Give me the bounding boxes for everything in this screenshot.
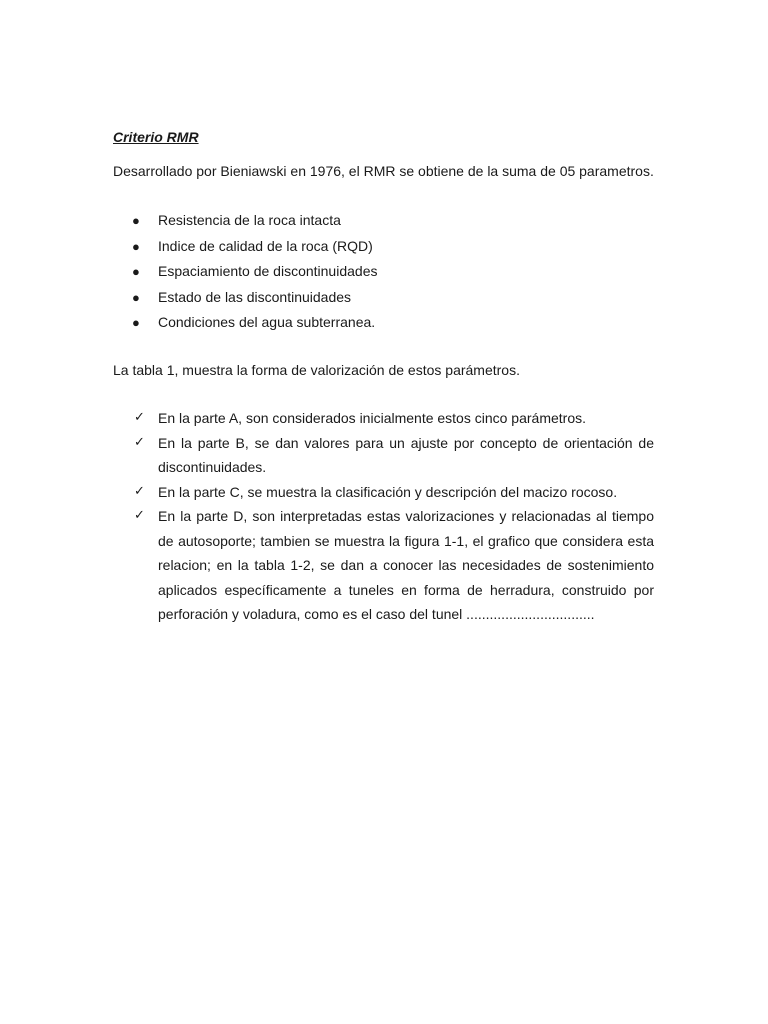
checklist-item — [113, 480, 654, 505]
bullet-dot-icon: ● — [132, 315, 140, 330]
list-item — [113, 285, 654, 311]
checkmark-icon: ✓ — [134, 508, 145, 523]
list-item — [113, 259, 654, 285]
checklist-item-text: En la parte D, son interpretadas estas valorizaciones y relacionadas al tiempo de autosoporte; tambien se muestra la figura 1-1, el grafico que considera esta relacion; en la tabla 1-2, se dan a conocer las necesidades de sostenimiento aplicados específicamente a tuneles en forma de herradura, construido por perforación y voladura, como es el caso del tunel ................................. — [158, 508, 654, 622]
checkmark-icon: ✓ — [134, 410, 145, 425]
list-item-text: Resistencia de la roca intacta — [158, 212, 341, 228]
section-heading: Criterio RMR — [113, 129, 199, 145]
checklist-item — [113, 504, 654, 627]
list-item-text: Condiciones del agua subterranea. — [158, 314, 376, 330]
bullet-dot-icon: ● — [132, 213, 140, 228]
checkmark-icon: ✓ — [134, 483, 145, 499]
list-item-text: Indice de calidad de la roca (RQD) — [158, 237, 373, 254]
bullet-dot-icon: ● — [132, 289, 140, 305]
bullet-dot-icon: ● — [132, 264, 140, 279]
list-item-text: Espaciamiento de discontinuidades — [158, 263, 378, 279]
checklist-item-text: En la parte B, se dan valores para un ajuste por concepto de orientación de discontinuidades. — [158, 434, 654, 475]
checklist-item — [113, 431, 654, 480]
bullet-dot-icon: ● — [132, 238, 140, 254]
intro-paragraph: Desarrollado por Bieniawski en 1976, el RMR se obtiene de la suma de 05 parametros. — [113, 162, 654, 179]
list-item — [113, 310, 654, 336]
list-item — [113, 208, 654, 234]
checklist-item-text: En la parte A, son considerados inicialmente estos cinco parámetros. — [158, 410, 587, 426]
checklist-item — [113, 406, 654, 431]
checkmark-icon: ✓ — [134, 434, 145, 450]
parts-checklist — [113, 406, 654, 627]
document-page — [113, 125, 654, 627]
list-item-text: Estado de las discontinuidades — [158, 288, 352, 305]
list-item — [113, 234, 654, 260]
parameter-list — [113, 208, 654, 336]
table-intro-paragraph: La tabla 1, muestra la forma de valorización de estos parámetros. — [113, 361, 520, 378]
checklist-item-text: En la parte C, se muestra la clasificación y descripción del macizo rocoso. — [158, 483, 618, 500]
